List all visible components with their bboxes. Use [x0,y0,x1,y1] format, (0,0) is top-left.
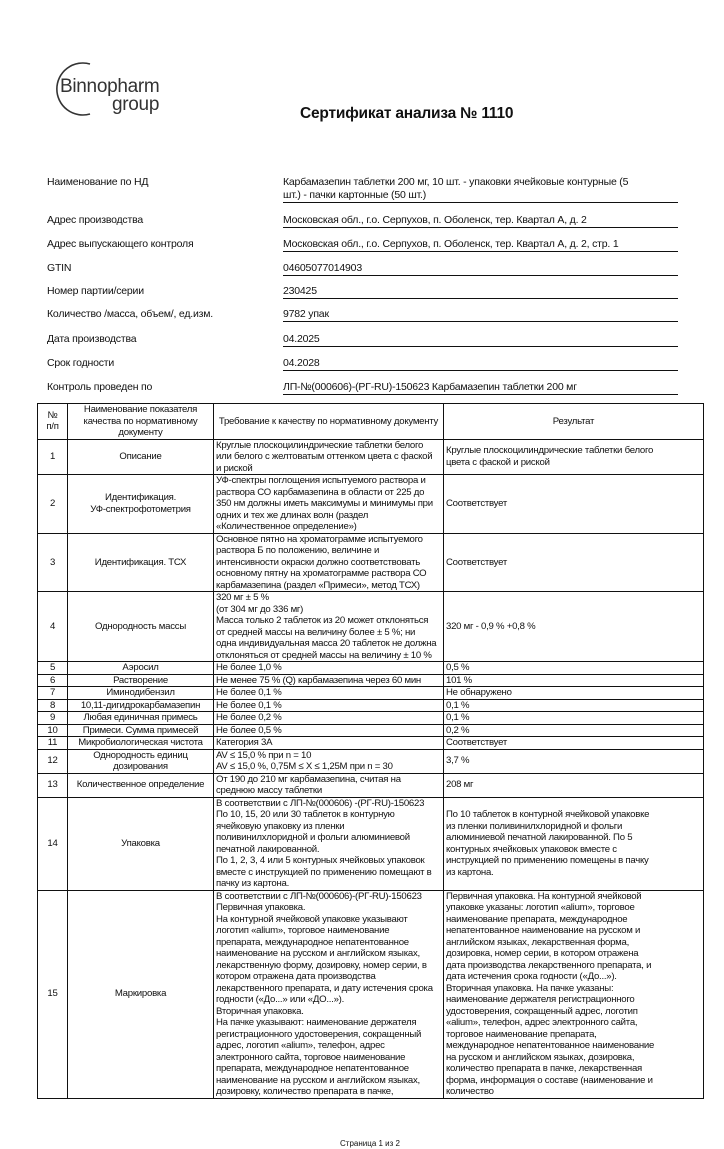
cell-requirement: От 190 до 210 мг карбамазепина, считая на среднюю массу таблетки [214,773,444,797]
cell-requirement: AV ≤ 15,0 % при n = 10 AV ≤ 15,0 %, 0,75M ≤ X ≤ 1,25M при n = 30 [214,749,444,773]
cell-result: Не обнаружено [444,687,704,700]
cell-number: 2 [38,475,68,534]
cell-requirement: Не более 0,1 % [214,687,444,700]
column-header-requirement: Требование к качеству по нормативному документу [214,404,444,440]
table-row [38,737,704,750]
table-row [38,712,704,725]
cell-indicator: Описание [68,439,214,475]
table-row [38,475,704,534]
cell-number: 7 [38,687,68,700]
cell-indicator: Примеси. Сумма примесей [68,724,214,737]
cell-indicator: Любая единичная примесь [68,712,214,725]
cell-requirement: В соответствии с ЛП-№(000606)-(РГ-RU)-150623 Первичная упаковка. На контурной ячейковой упаковке указывают логотип «alium», торговое наименование препарата, международное непатентованное наименование на русском и английском языках, лекарственную форму, дозировку, номер серии, в котором отражена дата производства лекарственного препарата, и дату истечения срока годности («До...» или «ДО...»). Вторичная упаковка. На пачке указывают: наименование держателя регистрационного удостоверения, сокращенный адрес, логотип «alium», телефон, адрес электронного сайта, торговое наименование препарата, международное непатентованное наименование на русском и английском языках, дозировку, количество препарата в пачке, [214,890,444,1098]
field-label: Количество /масса, объем/, ед.изм. [47,308,213,320]
cell-indicator: Однородность массы [68,592,214,662]
cell-result: Соответствует [444,737,704,750]
cell-result: Круглые плоскоцилиндрические таблетки белого цвета с фаской и риской [444,439,704,475]
field-label: GTIN [47,262,72,274]
table-row [38,749,704,773]
field-value: Карбамазепин таблетки 200 мг, 10 шт. - упаковки ячейковые контурные (5 шт.) - пачки картонные (50 шт.) [283,176,678,203]
cell-indicator: Аэросил [68,662,214,675]
cell-number: 1 [38,439,68,475]
cell-indicator: 10,11-дигидрокарбамазепин [68,699,214,712]
field-label: Адрес выпускающего контроля [47,238,194,250]
field-label: Дата производства [47,333,137,345]
cell-requirement: Не менее 75 % (Q) карбамазепина через 60 мин [214,674,444,687]
field-value: 9782 упак [283,308,678,322]
field-value: 04605077014903 [283,262,678,276]
table-header-row [38,404,704,440]
cell-indicator: Упаковка [68,797,214,890]
cell-indicator: Микробиологическая чистота [68,737,214,750]
cell-requirement: Не более 0,2 % [214,712,444,725]
cell-result: 101 % [444,674,704,687]
cell-number: 4 [38,592,68,662]
table-row [38,687,704,700]
field-value: Московская обл., г.о. Серпухов, п. Оболенск, тер. Квартал А, д. 2, стр. 1 [283,238,678,252]
table-row [38,662,704,675]
field-label: Адрес производства [47,214,143,226]
cell-requirement: 320 мг ± 5 % (от 304 мг до 336 мг) Масса только 2 таблеток из 20 может отклоняться от средней массы на величину более ± 5 %; ни одна индивидуальная масса 20 таблеток не должна отклоняться от средней массы на величину ± 10 % [214,592,444,662]
cell-indicator: Иминодибензил [68,687,214,700]
field-label: Наименование по НД [47,176,149,188]
table-row [38,890,704,1098]
page-title: Сертификат анализа № 1110 [300,105,514,122]
cell-indicator: Маркировка [68,890,214,1098]
cell-result: По 10 таблеток в контурной ячейковой упаковке из пленки поливинилхлоридной и фольги алюминиевой печатной лакированной. По 5 контурных ячейковых упаковок вместе с инструкцией по применению помещены в пачку из картона. [444,797,704,890]
field-value: 04.2025 [283,333,678,347]
cell-requirement: Круглые плоскоцилиндрические таблетки белого или белого с желтоватым оттенком цвета с фаской и риской [214,439,444,475]
column-header-result: Результат [444,404,704,440]
field-label: Срок годности [47,357,115,369]
analysis-table [37,403,704,1099]
table-row [38,773,704,797]
table-row [38,674,704,687]
cell-number: 6 [38,674,68,687]
table-area [37,403,703,1149]
cell-result: Соответствует [444,475,704,534]
cell-number: 15 [38,890,68,1098]
cell-result: 208 мг [444,773,704,797]
cell-requirement: Не более 1,0 % [214,662,444,675]
cell-requirement: Не более 0,1 % [214,699,444,712]
cell-number: 9 [38,712,68,725]
cell-requirement: Не более 0,5 % [214,724,444,737]
field-value: 04.2028 [283,357,678,371]
table-row [38,592,704,662]
cell-number: 14 [38,797,68,890]
table-row [38,699,704,712]
cell-result: 0,5 % [444,662,704,675]
cell-number: 10 [38,724,68,737]
cell-indicator: Растворение [68,674,214,687]
cell-result: 0,2 % [444,724,704,737]
page-number: Страница 1 из 2 [340,1138,400,1148]
field-label: Контроль проведен по [47,381,153,393]
table-row [38,797,704,890]
logo-text-line2: group [112,94,160,115]
cell-indicator: Количественное определение [68,773,214,797]
cell-indicator: Идентификация. УФ-спектрофотометрия [68,475,214,534]
cell-result: Первичная упаковка. На контурной ячейковой упаковке указаны: логотип «alium», торговое наименование препарата, международное непатентованное наименование на русском и английском языках, лекарственная форма, дозировка, номер серии, в котором отражена дата производства лекарственного препарата, и дата истечения срока годности («До...»). Вторичная упаковка. На пачке указаны: наименование держателя регистрационного удостоверения, сокращенный адрес, логотип «alium», телефон, адрес электронного сайта, торговое наименование препарата, международное непатентованное наименование на русском и английском языках, дозировка, количество препарата в пачке, лекарственная форма, информация о составе (наименование и количество [444,890,704,1098]
cell-requirement: Категория 3А [214,737,444,750]
field-value: Московская обл., г.о. Серпухов, п. Оболенск, тер. Квартал А, д. 2 [283,214,678,228]
table-row [38,533,704,592]
field-label: Номер партии/серии [47,285,144,297]
cell-requirement: В соответствии с ЛП-№(000606) -(РГ-RU)-150623 По 10, 15, 20 или 30 таблеток в контурную ячейковую упаковку из пленки поливинилхлоридной и фольги алюминиевой печатной лакированной. По 1, 2, 3, 4 или 5 контурных ячейковых упаковок вместе с инструкцией по применению помещают в пачку из картона. [214,797,444,890]
cell-indicator: Идентификация. ТСХ [68,533,214,592]
cell-result: 0,1 % [444,712,704,725]
field-value: ЛП-№(000606)-(РГ-RU)-150623 Карбамазепин таблетки 200 мг [283,381,678,395]
cell-requirement: Основное пятно на хроматограмме испытуемого раствора Б по положению, величине и интенсивности окраски должно соответствовать основному пятну на хроматограмме раствора СО карбамазепина (раздел «Примеси», метод ТСХ) [214,533,444,592]
table-row [38,439,704,475]
cell-indicator: Однородность единиц дозирования [68,749,214,773]
field-value: 230425 [283,285,678,299]
table-row [38,724,704,737]
column-header-number: № п/п [38,404,68,440]
cell-result: 320 мг - 0,9 % +0,8 % [444,592,704,662]
cell-number: 8 [38,699,68,712]
cell-number: 11 [38,737,68,750]
cell-requirement: УФ-спектры поглощения испытуемого раствора и раствора СО карбамазепина в области от 225 до 350 нм должны иметь максимумы и минимумы при одних и тех же длинах волн (раздел «Количественное определение») [214,475,444,534]
cell-number: 5 [38,662,68,675]
cell-result: 3,7 % [444,749,704,773]
cell-number: 12 [38,749,68,773]
cell-number: 13 [38,773,68,797]
column-header-indicator: Наименование показателя качества по нормативному документу [68,404,214,440]
logo-text-line1: Binnopharm [60,76,160,97]
cell-result: Соответствует [444,533,704,592]
company-logo [50,56,170,122]
cell-result: 0,1 % [444,699,704,712]
cell-number: 3 [38,533,68,592]
